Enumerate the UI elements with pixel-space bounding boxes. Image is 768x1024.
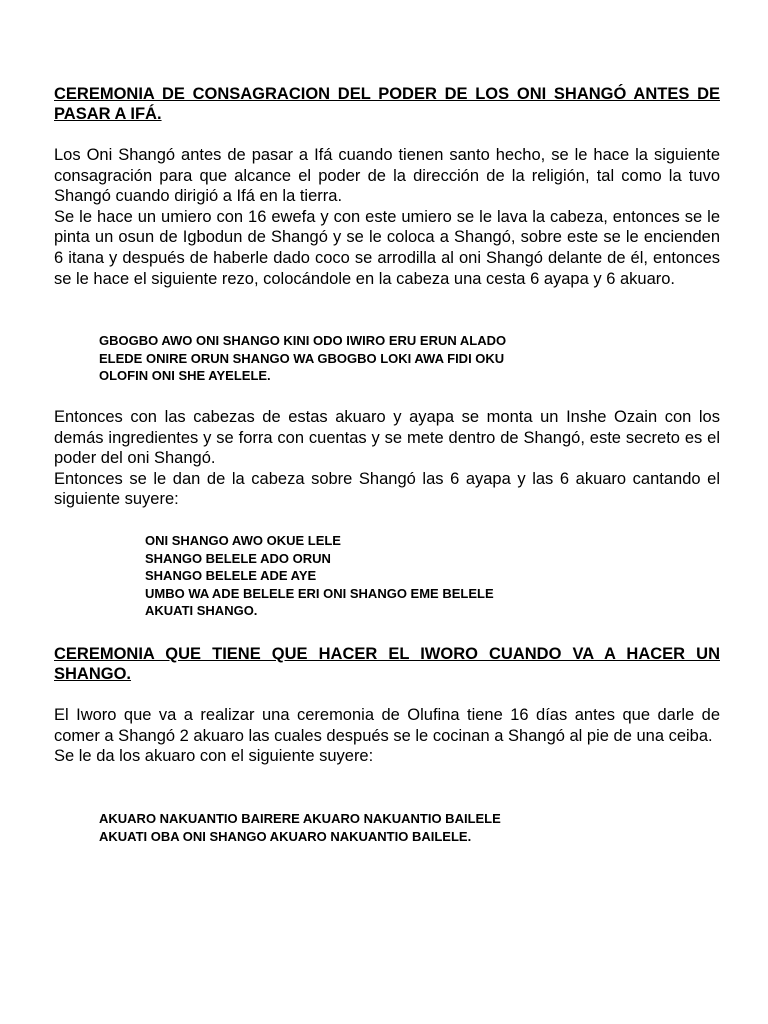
section-heading-consagracion: CEREMONIA DE CONSAGRACION DEL PODER DE LOS ONI SHANGÓ ANTES DE PASAR A IFÁ.	[54, 85, 720, 123]
paragraph-inshe-ozain: Entonces con las cabezas de estas akuaro y ayapa se monta un Inshe Ozain con los demás ingredientes y se forra con cuentas y se mete dentro de Shangó, este secreto es el poder del oni Shangó.	[54, 408, 720, 468]
iworo-paragraphs	[54, 705, 720, 767]
paragraph-akuaro-suyere: Se le da los akuaro con el siguiente suyere:	[54, 747, 374, 766]
paragraph-olufina: El Iworo que va a realizar una ceremonia de Olufina tiene 16 días antes que darle de comer a Shangó 2 akuaro las cuales después se le cocinan a Shangó al pie de una ceiba.	[54, 706, 720, 745]
suyere-block-2	[99, 810, 501, 845]
paragraph-oni-shango: Los Oni Shangó antes de pasar a Ifá cuando tienen santo hecho, se le hace la siguiente consagración para que alcance el poder de la dirección de la religión, tal como la tuvo Shangó cuando dirigió a Ifá en la tierra.	[54, 146, 720, 206]
suyere-line: UMBO WA ADE BELELE ERI ONI SHANGO EME BELELE	[145, 585, 494, 601]
suyere-line: AKUATI OBA ONI SHANGO AKUARO NAKUANTIO BAILELE.	[99, 828, 472, 844]
section-heading-iworo: CEREMONIA QUE TIENE QUE HACER EL IWORO CUANDO VA A HACER UN SHANGO.	[54, 645, 720, 683]
paragraph-suyere-intro: Entonces se le dan de la cabeza sobre Shangó las 6 ayapa y las 6 akuaro cantando el siguiente suyere:	[54, 469, 720, 509]
rezo-line: OLOFIN ONI SHE AYELELE.	[99, 368, 271, 383]
intro-paragraphs	[54, 145, 720, 289]
rezo-line: GBOGBO AWO ONI SHANGO KINI ODO IWIRO ERU ERUN ALADO	[99, 333, 507, 348]
suyere-line: SHANGO BELELE ADO ORUN	[145, 550, 331, 566]
suyere-line: AKUARO NAKUANTIO BAIRERE AKUARO NAKUANTIO BAILELE	[99, 811, 501, 826]
suyere-line: AKUATI SHANGO.	[145, 603, 258, 618]
suyere-line: SHANGO BELELE ADE AYE	[145, 568, 317, 583]
suyere-block-1	[145, 532, 494, 620]
suyere-line: ONI SHANGO AWO OKUE LELE	[145, 533, 341, 548]
rezo-line: ELEDE ONIRE ORUN SHANGO WA GBOGBO LOKI AWA FIDI OKU	[99, 350, 505, 366]
rezo-block	[99, 332, 506, 385]
paragraph-umiero: Se le hace un umiero con 16 ewefa y con este umiero se le lava la cabeza, entonces se le pinta un osun de Igbodun de Shangó y se le coloca a Shangó, sobre este se le encienden 6 itana y después de haberle dado coco se arrodilla al oni Shangó delante de él, entonces se le hace el siguiente rezo, colocándole en la cabeza una cesta 6 ayapa y 6 akuaro.	[54, 207, 720, 288]
middle-paragraphs	[54, 407, 720, 510]
